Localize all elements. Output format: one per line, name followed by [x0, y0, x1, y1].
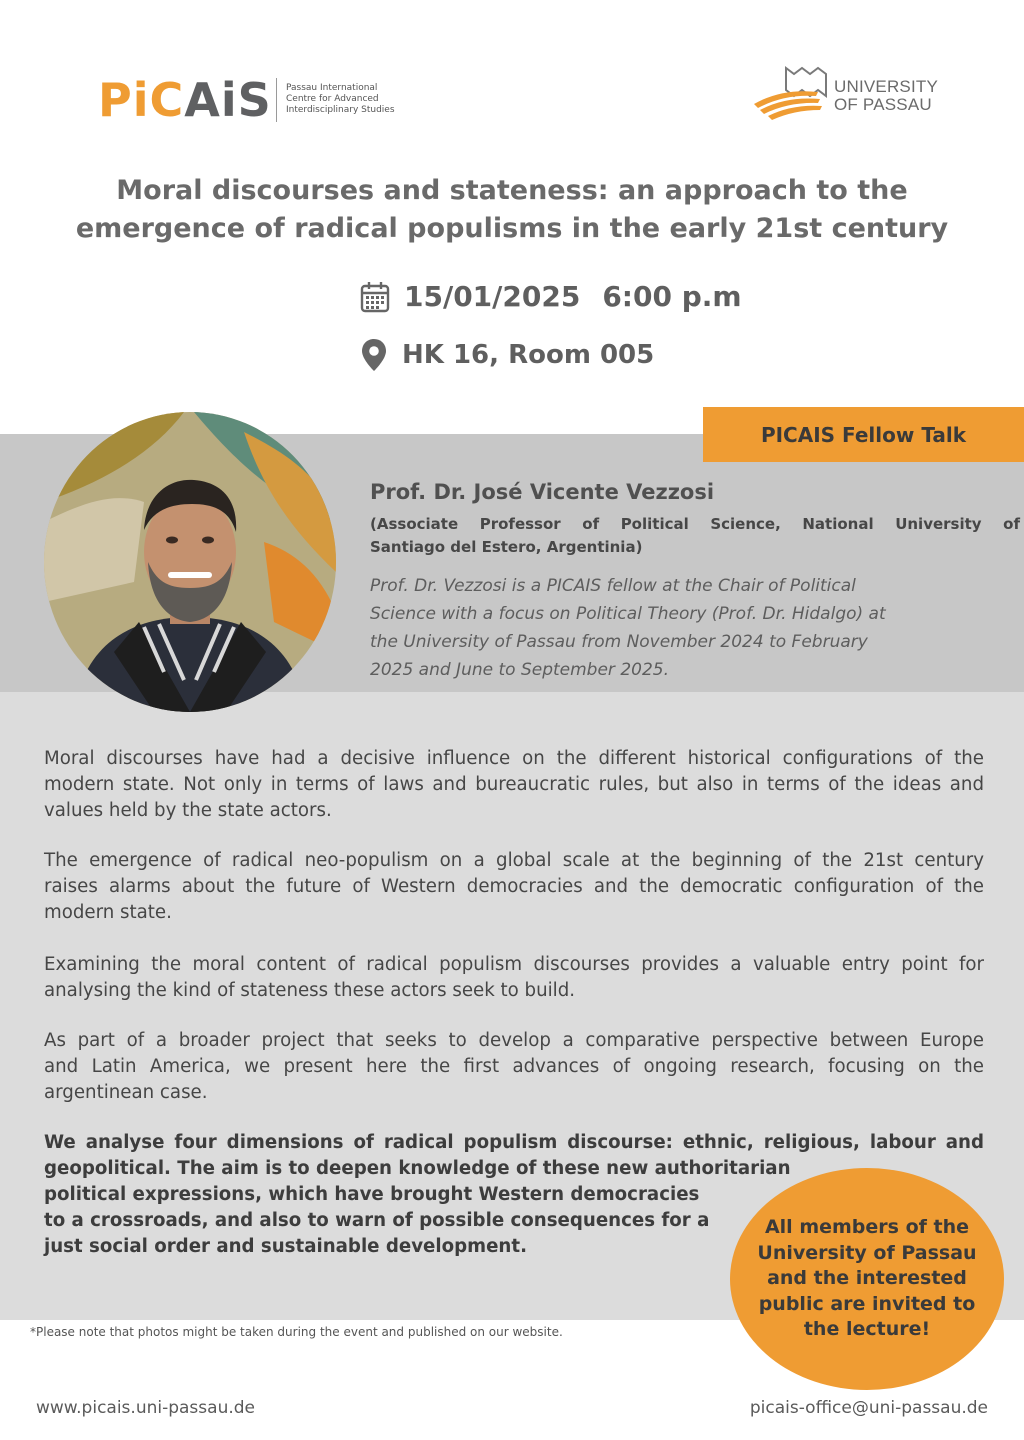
event-datetime — [360, 280, 742, 313]
calendar-icon — [360, 281, 390, 313]
abstract-paragraph-3: Examining the moral content of radical populism discourses provides a valuable entry point for analysing the kind of stateness these actors seek to build. — [44, 954, 984, 1001]
invitation-text: All members of the University of Passau and the interested public are invited to the lecture! — [757, 1216, 977, 1341]
speaker-photo — [44, 412, 336, 712]
website-link[interactable]: www.picais.uni-passau.de — [36, 1398, 255, 1418]
abstract-paragraph-2: The emergence of radical neo-populism on a global scale at the beginning of the 21st century raises alarms about the future of Western democracies and the democratic configuration of the modern state. — [44, 850, 984, 923]
speaker-affiliation: (Associate Professor of Political Science, National University of Santiago del Estero, Argentinia) — [370, 515, 1020, 556]
event-time: 6:00 p.m — [602, 280, 742, 313]
invitation-bubble — [730, 1168, 1004, 1390]
event-location — [360, 338, 654, 372]
location-pin-icon — [360, 338, 388, 372]
picais-logo — [98, 72, 418, 128]
event-date: 15/01/2025 — [404, 280, 581, 313]
picais-wordmark: PiCAiS — [98, 73, 272, 127]
speaker-bio: Prof. Dr. Vezzosi is a PICAIS fellow at the Chair of Political Science with a focus on Political Theory (Prof. Dr. Hidalgo) at the University of Passau from November 2024 to February 2025 and June to September 2025. — [370, 576, 886, 680]
fellow-talk-tag: PICAIS Fellow Talk — [703, 407, 1024, 462]
university-mark-icon — [752, 66, 832, 120]
event-title: Moral discourses and stateness: an approach to the emergence of radical populisms in the early 21st century — [75, 175, 949, 244]
speaker-name: Prof. Dr. José Vicente Vezzosi — [370, 480, 715, 504]
picais-subtitle: Passau International Centre for Advanced Interdisciplinary Studies — [286, 83, 395, 115]
speaker-portrait — [44, 412, 336, 712]
logo-divider — [276, 78, 277, 122]
photo-notice: *Please note that photos might be taken during the event and published on our website. — [30, 1325, 563, 1339]
university-of-passau-logo: UNIVERSITY OF PASSAU — [752, 66, 952, 120]
event-location-text: HK 16, Room 005 — [402, 340, 655, 370]
abstract-paragraph-5: We analyse four dimensions of radical populism discourse: ethnic, religious, labour and geopolitical. The aim is to deepen knowledge of these new authoritarian political expressions, which have brought Western democracies to a crossroads, and also to warn of possible consequences for a just social order and sustainable development. — [44, 1132, 984, 1257]
abstract-paragraph-1: Moral discourses have had a decisive influence on the different historical configurations of the modern state. Not only in terms of laws and bureaucratic rules, but also in terms of the ideas and values held by the state actors. — [44, 748, 984, 821]
email-link[interactable]: picais-office@uni-passau.de — [749, 1398, 988, 1418]
abstract-paragraph-4: As part of a broader project that seeks to develop a comparative perspective between Europe and Latin America, we present here the first advances of ongoing research, focusing on the argentinean case. — [44, 1030, 984, 1103]
